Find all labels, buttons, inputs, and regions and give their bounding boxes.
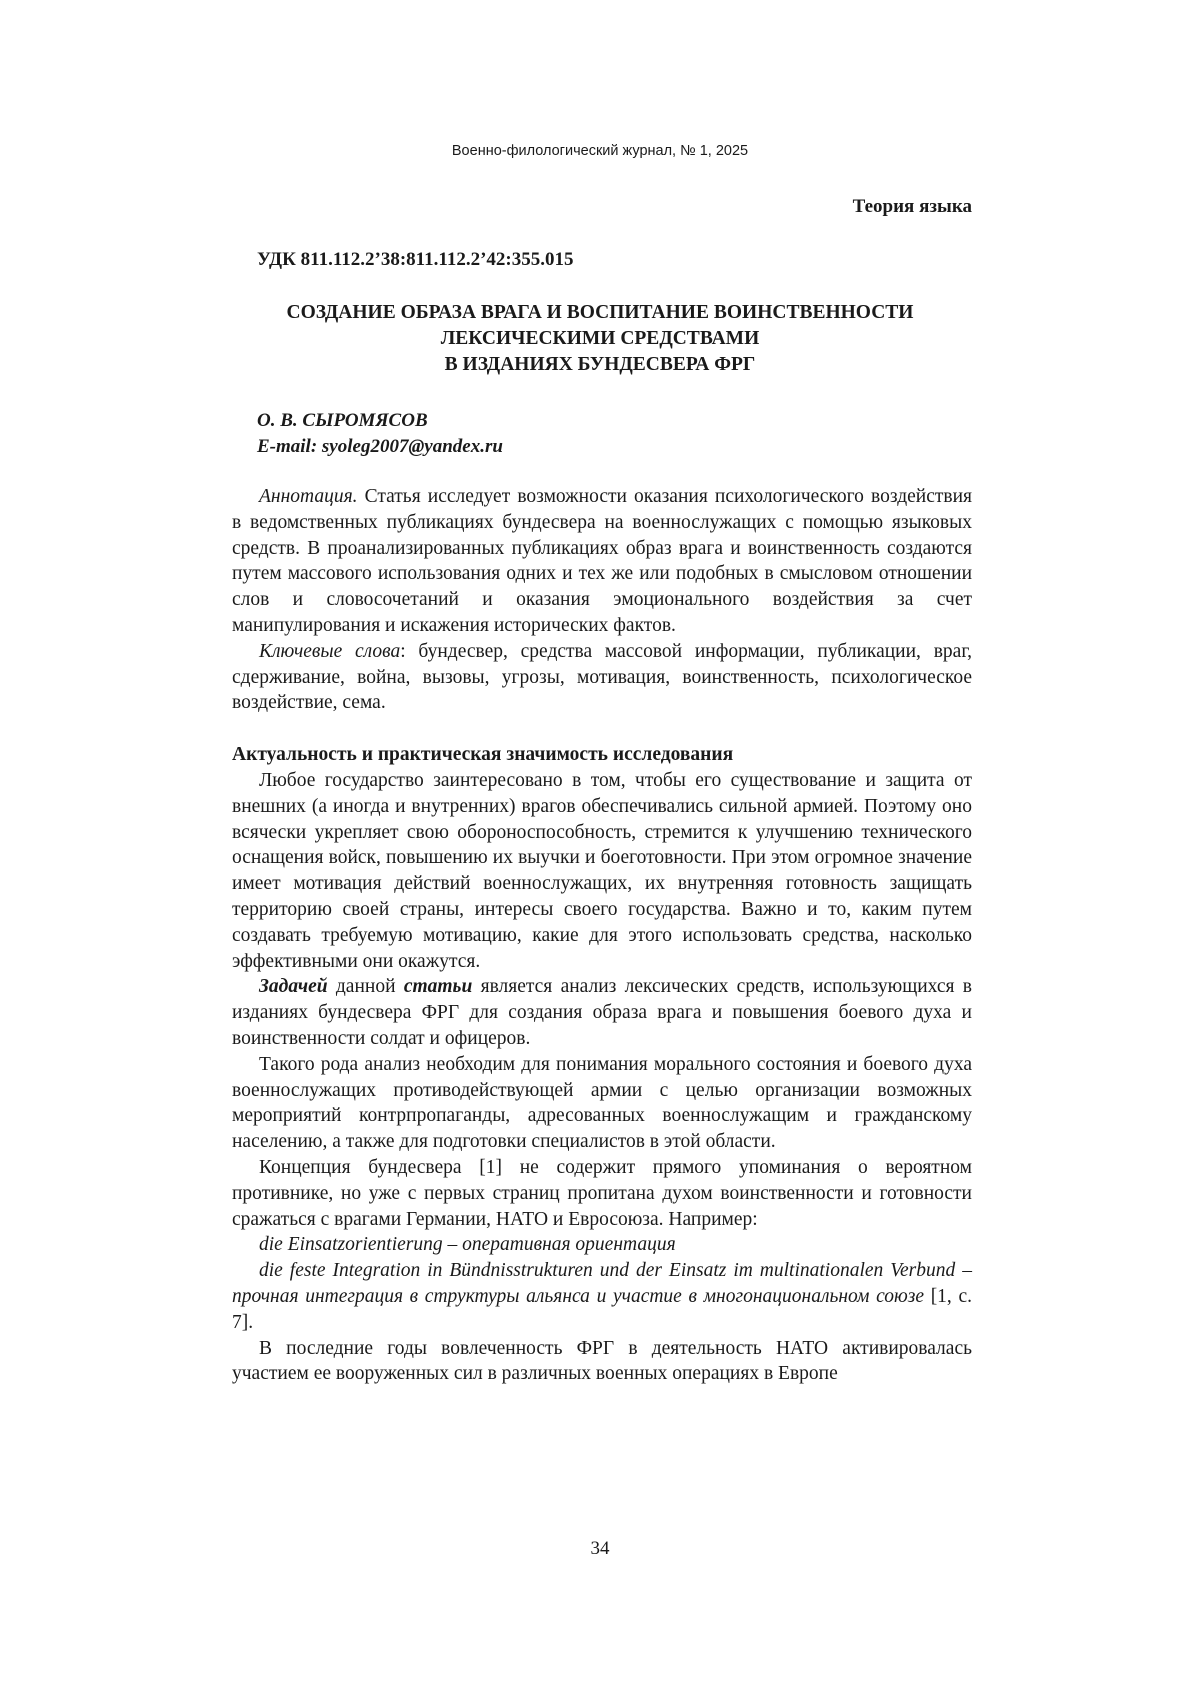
body-paragraph-5: В последние годы вовлеченность ФРГ в деятельность НАТО активировалась участием ее вооруженных сил в различных военных операциях в Европе	[232, 1337, 972, 1385]
article-body	[232, 484, 972, 1387]
page-number: 34	[590, 1538, 610, 1559]
article-title	[0, 300, 1200, 378]
author-block	[257, 408, 503, 460]
section-heading: Актуальность и практическая значимость исследования	[232, 744, 734, 766]
emphasis-article: статьи	[403, 976, 473, 998]
title-line-1: СОЗДАНИЕ ОБРАЗА ВРАГА И ВОСПИТАНИЕ ВОИНСТВЕННОСТИ	[286, 302, 914, 323]
author-email: E-mail: syoleg2007@yandex.ru	[257, 436, 503, 457]
body-paragraph-3: Такого рода анализ необходим для понимания морального состояния и боевого духа военнослужащих противодействующей армии с целью организации возможных мероприятий контрпропаганды, адресованных военнослужащим и гражданскому населению, а также для подготовки специалистов в этой области.	[232, 1053, 972, 1153]
udk-code: УДК 811.112.2’38:811.112.2’42:355.015	[257, 249, 574, 270]
keywords-text: : бундесвер, средства массовой информации, публикации, враг, сдерживание, война, вызовы, угрозы, мотивация, воинственность, психологическое воздействие, сема.	[232, 640, 972, 714]
title-line-2: ЛЕКСИЧЕСКИМИ СРЕДСТВАМИ	[440, 328, 760, 349]
body-paragraph-4: Концепция бундесвера [1] не содержит прямого упоминания о вероятном противнике, но уже с первых страниц пропитана духом воинственности и готовности сражаться с врагами Германии, НАТО и Евросоюза. Например:	[232, 1156, 972, 1230]
example-2	[232, 1258, 972, 1335]
body-paragraph-2: Задачей данной статьи является анализ лексических средств, использующихся в изданиях бундесвера ФРГ для создания образа врага и повышения боевого духа и воинственности солдат и офицеров.	[232, 976, 972, 1049]
keywords-label: Ключевые слова	[259, 640, 401, 662]
keywords-paragraph	[232, 639, 972, 716]
example-1: die Einsatzorientierung – оперативная ориентация	[259, 1234, 676, 1256]
author-name: О. В. СЫРОМЯСОВ	[257, 410, 428, 431]
emphasis-task: Задачей	[259, 976, 328, 998]
abstract-text: Статья исследует возможности оказания психологического воздействия в ведомственных публикациях бундесвера на военнослужащих с помощью языковых средств. В проанализированных публикациях образ врага и воинственность создаются путем массового использования одних и тех же или подобных в смысловом отношении слов и словосочетаний и оказания эмоционального воздействия за счет манипулирования и искажения исторических фактов.	[232, 486, 972, 636]
body-paragraph-1: Любое государство заинтересовано в том, чтобы его существование и защита от внешних (а иногда и внутренних) врагов обеспечивались сильной армией. Поэтому оно всячески укрепляет свою обороноспособность, стремится к улучшению технического оснащения войск, повышению их выучки и боеготовности. При этом огромное значение имеет мотивация действий военнослужащих, их внутренняя готовность защищать территорию своей страны, интересы своего государства. Важно и то, каким путем создавать требуемую мотивацию, какие для этого использовать средства, насколько эффективными они окажутся.	[232, 769, 972, 972]
abstract-label: Аннотация.	[259, 486, 358, 507]
example-2-ref: [1, с. 7].	[232, 1285, 972, 1333]
example-2-text: die feste Integration in Bündnisstrukturen und der Einsatz im multinationalen Verbund – прочная интеграция в структуры альянса и участие в многонациональном союзе	[232, 1260, 972, 1307]
section-name: Теория языка	[852, 196, 972, 217]
abstract-paragraph	[232, 484, 972, 639]
title-line-3: В ИЗДАНИЯХ БУНДЕСВЕРА ФРГ	[444, 354, 756, 375]
journal-header: Военно-филологический журнал, № 1, 2025	[451, 143, 749, 159]
